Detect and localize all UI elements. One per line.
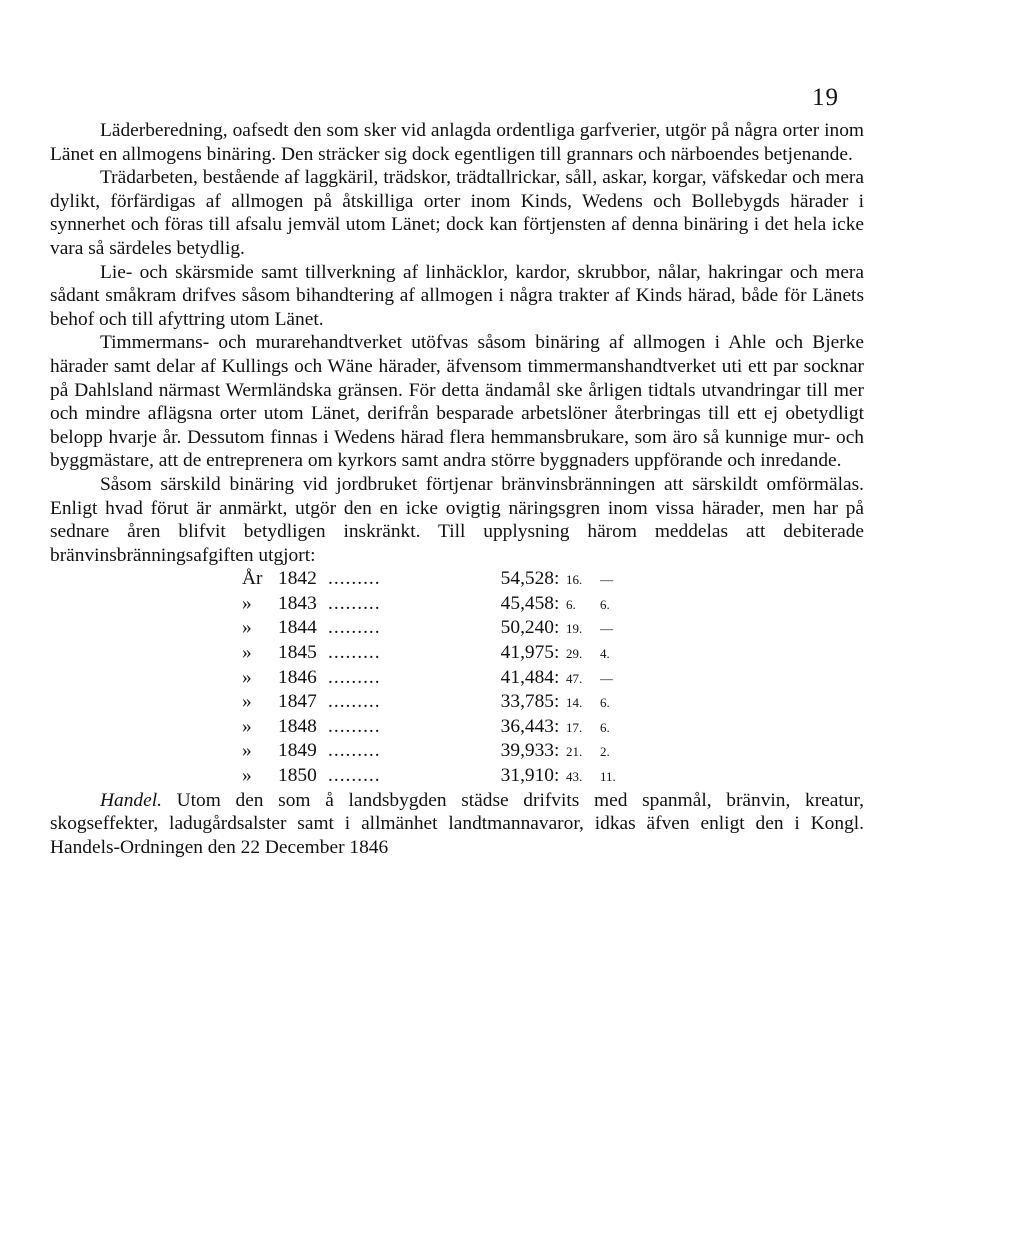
year-cell: 1849 (278, 740, 317, 762)
paragraph-timmermans: Timmermans- och murarehandtverket utöfvas såsom binäring af allmogen i Ahle och Bjerke härader samt delar af Kullings och Wäne härader, äfvensom timmermanshandtverket uti ett par socknar på Dahlsland närmast Wermländska gränsen. För detta ändamål ske årligen tidtals utvandringar till mer och mindre aflägsna orter utom Länet, derifrån besparade arbetslöner återbringas till ett ej obetydligt belopp hvarje år. Dessutom finnas i Wedens härad flera hemmansbrukare, som äro så kunnige mur- och byggmästare, att de entreprenera om kyrkors samt andra större byggnaders uppförande och inredande. (50, 332, 864, 472)
runstycken-cell: 2. (600, 744, 610, 760)
table-row (242, 641, 630, 666)
amount-separator: : (554, 592, 560, 614)
handel-text: Utom den som å landsbygden städse drifvits med spanmål, bränvin, kreatur, skogseffekter, ladugårdsalster samt i allmänhet landtmannavaror, idkas äfven enligt den i Kongl. Handels-Ordningen den 22 December 1846 (50, 789, 864, 858)
shillings-cell: 43. (566, 769, 583, 785)
amount-separator: : (554, 765, 560, 787)
runstycken-cell: — (600, 670, 613, 686)
shillings-cell: 17. (566, 719, 583, 735)
shillings-cell: 6. (566, 596, 576, 612)
dot-leader: ......... (328, 642, 381, 664)
year-cell: 1847 (278, 691, 317, 713)
year-cell: 1842 (278, 568, 317, 590)
amount-cell: 31,910 (500, 765, 554, 787)
year-cell: 1846 (278, 666, 317, 688)
paragraph-tradarbeten: Trädarbeten, bestående af laggkäril, trädskor, trädtallrickar, såll, askar, korgar, väfskedar och mera dylikt, förfärdigas af allmogen på åtskilliga orter inom Kinds, Wedens och Bollebygds härader i synnerhet och föras till afsalu jemväl utom Länet; dock kan förtjensten af denna binäring i det hela icke vara så särdeles betydlig. (50, 167, 864, 259)
branvin-tax-table (242, 567, 630, 788)
runstycken-cell: 11. (600, 769, 616, 785)
row-prefix: » (242, 765, 252, 787)
row-prefix: » (242, 617, 252, 639)
amount-cell: 45,458 (500, 592, 554, 614)
table-row (242, 666, 630, 691)
shillings-cell: 16. (566, 572, 583, 588)
row-prefix: » (242, 715, 252, 737)
year-cell: 1844 (278, 617, 317, 639)
page-text (50, 119, 864, 859)
paragraph-lie-och-skarsmide: Lie- och skärsmide samt tillverkning af linhäcklor, kardor, skrubbor, nålar, hakringar och mera sådant småkram drifves såsom bihandtering af allmogen i några trakter af Kinds härad, både för Länets behof och till afyttring utom Länet. (50, 261, 864, 330)
row-prefix: » (242, 592, 252, 614)
amount-cell: 39,933 (500, 740, 554, 762)
amount-cell: 54,528 (500, 568, 554, 590)
runstycken-cell: — (600, 572, 613, 588)
paragraph-handel (50, 789, 864, 860)
shillings-cell: 47. (566, 670, 583, 686)
page-number: 19 (812, 84, 839, 111)
runstycken-cell: 6. (600, 719, 610, 735)
row-prefix: » (242, 691, 252, 713)
paragraph-branvinsbranning: Såsom särskild binäring vid jordbruket förtjenar bränvinsbränningen att särskildt omförmälas. Enligt hvad förut är anmärkt, utgör den en icke ovigtig näringsgren inom vissa härader, men har på sednare åren blifvit betydligen inskränkt. Till upplysning härom meddelas att debiterade bränvinsbränningsafgiften utgjort: (50, 473, 864, 566)
amount-separator: : (554, 617, 560, 639)
year-cell: 1848 (278, 715, 317, 737)
amount-separator: : (554, 642, 560, 664)
year-cell: 1850 (278, 765, 317, 787)
amount-cell: 50,240 (500, 617, 554, 639)
amount-separator: : (554, 568, 560, 590)
table-row (242, 592, 630, 617)
dot-leader: ......... (328, 715, 381, 737)
row-prefix: » (242, 642, 252, 664)
runstycken-cell: 6. (600, 695, 610, 711)
runstycken-cell: 6. (600, 596, 610, 612)
amount-separator: : (554, 691, 560, 713)
year-cell: 1845 (278, 642, 317, 664)
dot-leader: ......... (328, 740, 381, 762)
table-row (242, 616, 630, 641)
dot-leader: ......... (328, 617, 381, 639)
shillings-cell: 19. (566, 621, 583, 637)
amount-separator: : (554, 666, 560, 688)
amount-cell: 36,443 (500, 715, 554, 737)
shillings-cell: 14. (566, 695, 583, 711)
dot-leader: ......... (328, 568, 381, 590)
amount-cell: 41,484 (500, 666, 554, 688)
amount-cell: 33,785 (500, 691, 554, 713)
runstycken-cell: — (600, 621, 613, 637)
table-row (242, 690, 630, 715)
dot-leader: ......... (328, 666, 381, 688)
table-row (242, 739, 630, 764)
amount-cell: 41,975 (500, 642, 554, 664)
dot-leader: ......... (328, 592, 381, 614)
dot-leader: ......... (328, 765, 381, 787)
runstycken-cell: 4. (600, 646, 610, 662)
year-cell: 1843 (278, 592, 317, 614)
row-prefix: År (242, 568, 263, 590)
paragraph-laderberedning: Läderberedning, oafsedt den som sker vid anlagda ordentliga garfverier, utgör på några orter inom Länet en allmogens binäring. Den sträcker sig dock egentligen till grannars och närboendes betjenande. (50, 120, 864, 165)
dot-leader: ......... (328, 691, 381, 713)
row-prefix: » (242, 740, 252, 762)
section-heading-handel: Handel. (100, 789, 162, 811)
shillings-cell: 29. (566, 646, 583, 662)
amount-separator: : (554, 740, 560, 762)
shillings-cell: 21. (566, 744, 583, 760)
row-prefix: » (242, 666, 252, 688)
table-row (242, 764, 630, 789)
table-row (242, 715, 630, 740)
amount-separator: : (554, 715, 560, 737)
table-row (242, 567, 630, 592)
